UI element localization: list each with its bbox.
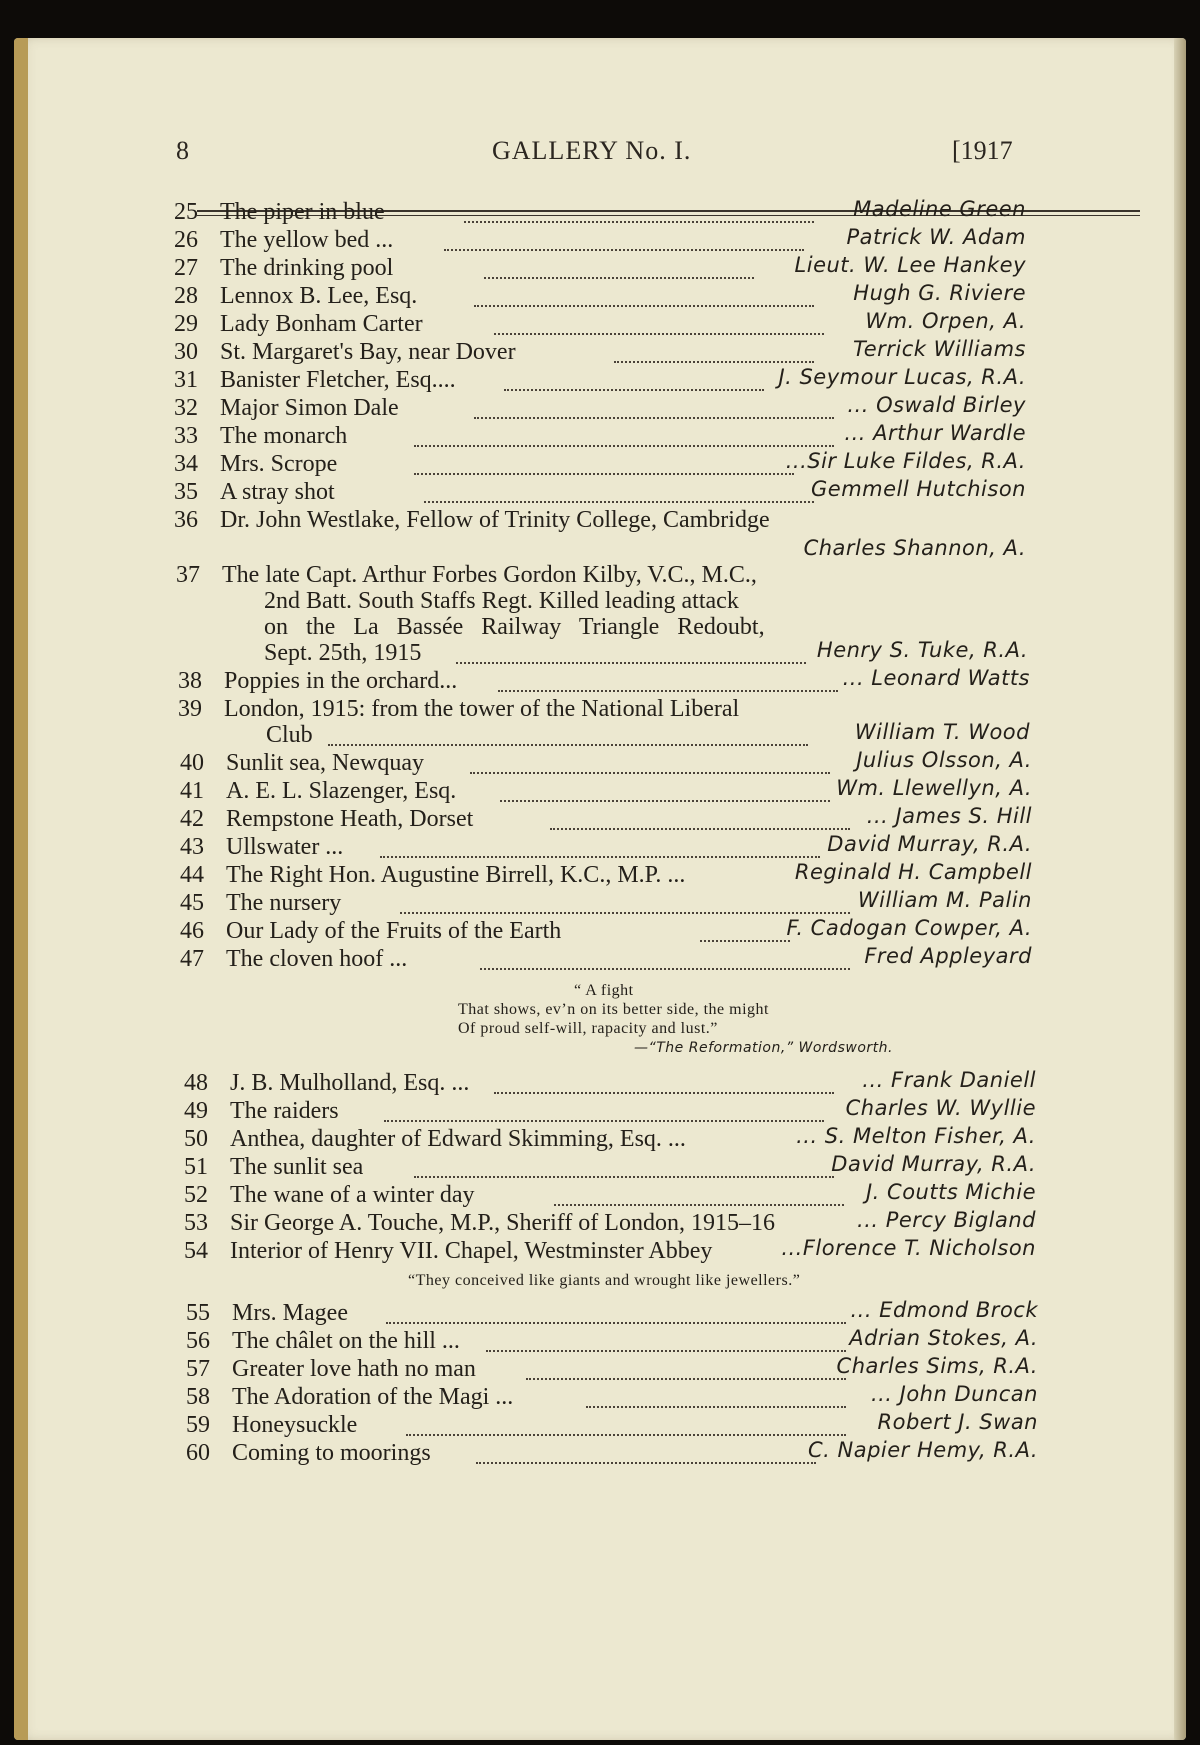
entry-number: 38 xyxy=(178,668,202,694)
dot-leader xyxy=(384,1120,824,1122)
dot-leader xyxy=(328,744,808,746)
entry-number: 43 xyxy=(180,834,204,860)
entry-artist: ... Leonard Watts xyxy=(842,666,1030,690)
entry-title: A. E. L. Slazenger, Esq. xyxy=(226,778,457,804)
dot-leader xyxy=(700,940,790,942)
dot-leader xyxy=(406,1434,846,1436)
entry-title: The yellow bed ... xyxy=(220,227,394,253)
entry-title: Lennox B. Lee, Esq. xyxy=(220,283,418,309)
entry-artist: David Murray, R.A. xyxy=(831,1152,1036,1176)
entry-number: 32 xyxy=(174,395,198,421)
entry-artist: ... Edmond Brock xyxy=(850,1298,1038,1322)
entry-artist: Robert J. Swan xyxy=(877,1410,1038,1434)
entry-title: The nursery xyxy=(226,890,342,916)
dot-leader xyxy=(550,828,850,830)
page-number: 8 xyxy=(176,136,189,165)
entry-number: 54 xyxy=(184,1238,208,1264)
entry-number: 52 xyxy=(184,1182,208,1208)
entry-number: 25 xyxy=(174,199,198,225)
entry-artist: ... James S. Hill xyxy=(866,804,1032,828)
catalogue-list xyxy=(14,38,1186,1740)
catalogue-entry xyxy=(174,507,1026,539)
entry-artist: Fred Appleyard xyxy=(864,944,1032,968)
entry-number: 46 xyxy=(180,918,204,944)
dot-leader xyxy=(526,1378,846,1380)
entry-title: The monarch xyxy=(220,423,348,449)
entry-artist: C. Napier Hemy, R.A. xyxy=(808,1438,1038,1462)
dot-leader xyxy=(476,1462,816,1464)
entry-artist: F. Cadogan Cowper, A. xyxy=(786,916,1032,940)
entry-artist: ...Florence T. Nicholson xyxy=(781,1236,1036,1260)
entry-title: Honeysuckle xyxy=(232,1412,358,1438)
entry-number: 31 xyxy=(174,367,198,393)
dot-leader xyxy=(504,389,764,391)
dot-leader xyxy=(470,772,830,774)
entry-artist: Gemmell Hutchison xyxy=(811,477,1026,501)
quote-line: “They conceived like giants and wrought like jewellers.” xyxy=(408,1272,801,1289)
entry-number: 41 xyxy=(180,778,204,804)
entry-number: 37 xyxy=(176,562,200,588)
entry-title-continuation: on the La Bassée Railway Triangle Redoubt, xyxy=(264,614,765,640)
entry-title: The Right Hon. Augustine Birrell, K.C., M.P. ... xyxy=(226,862,686,888)
entry-title: Dr. John Westlake, Fellow of Trinity College, Cambridge xyxy=(220,507,770,533)
entry-number: 49 xyxy=(184,1098,208,1124)
entry-number: 59 xyxy=(186,1412,210,1438)
entry-title-continuation: Sept. 25th, 1915 xyxy=(264,640,422,666)
dot-leader xyxy=(614,361,814,363)
dot-leader xyxy=(456,662,806,664)
entry-title: The raiders xyxy=(230,1098,339,1124)
dot-leader xyxy=(424,501,814,503)
catalogue-entry xyxy=(180,946,1032,978)
entry-title: Coming to moorings xyxy=(232,1440,431,1466)
entry-artist: Charles W. Wyllie xyxy=(845,1096,1036,1120)
entry-title: St. Margaret's Bay, near Dover xyxy=(220,339,516,365)
entry-number: 35 xyxy=(174,479,198,505)
dot-leader xyxy=(484,277,754,279)
entry-number: 47 xyxy=(180,946,204,972)
entry-artist: Wm. Orpen, A. xyxy=(865,309,1026,333)
entry-number: 27 xyxy=(174,255,198,281)
entry-artist: Charles Shannon, A. xyxy=(803,536,1026,560)
quote-attribution xyxy=(634,1039,893,1057)
quote-attribution-text: —“The Reformation,” Wordsworth. xyxy=(634,1040,893,1056)
entry-title: Greater love hath no man xyxy=(232,1356,476,1382)
entry-artist: Charles Sims, R.A. xyxy=(836,1354,1038,1378)
dot-leader xyxy=(494,1092,834,1094)
entry-artist: Lieut. W. Lee Hankey xyxy=(794,253,1026,277)
entry-title: J. B. Mulholland, Esq. ... xyxy=(230,1070,470,1096)
dot-leader xyxy=(554,1204,844,1206)
dot-leader xyxy=(494,333,824,335)
entry-title: The late Capt. Arthur Forbes Gordon Kilby, V.C., M.C., xyxy=(222,562,757,588)
entry-artist: Terrick Williams xyxy=(852,337,1026,361)
entry-artist: William T. Wood xyxy=(854,720,1030,744)
entry-title: London, 1915: from the tower of the National Liberal xyxy=(224,696,740,722)
entry-artist: Wm. Llewellyn, A. xyxy=(836,776,1032,800)
entry-artist: Julius Olsson, A. xyxy=(856,748,1032,772)
entry-artist: Reginald H. Campbell xyxy=(794,860,1032,884)
entry-artist: ... Arthur Wardle xyxy=(844,421,1026,445)
entry-number: 53 xyxy=(184,1210,208,1236)
entry-number: 33 xyxy=(174,423,198,449)
entry-title-continuation: Club xyxy=(266,722,313,748)
entry-artist: Madeline Green xyxy=(853,197,1026,221)
dot-leader xyxy=(498,690,838,692)
entry-artist: ... Oswald Birley xyxy=(847,393,1026,417)
entry-title: The châlet on the hill ... xyxy=(232,1328,460,1354)
entry-title: Interior of Henry VII. Chapel, Westminster Abbey xyxy=(230,1238,713,1264)
entry-title: The sunlit sea xyxy=(230,1154,364,1180)
entry-number: 30 xyxy=(174,339,198,365)
dot-leader xyxy=(474,305,814,307)
entry-number: 40 xyxy=(180,750,204,776)
dot-leader xyxy=(500,800,830,802)
entry-artist: ... Frank Daniell xyxy=(862,1068,1036,1092)
catalogue-page xyxy=(14,38,1186,1740)
catalogue-year: [1917 xyxy=(952,136,1013,165)
dot-leader xyxy=(474,417,834,419)
entry-artist: Hugh G. Riviere xyxy=(853,281,1026,305)
entry-artist: William M. Palin xyxy=(857,888,1032,912)
entry-title: Ullswater ... xyxy=(226,834,344,860)
entry-title: The drinking pool xyxy=(220,255,394,281)
dot-leader xyxy=(586,1406,846,1408)
page-title: GALLERY No. I. xyxy=(492,136,692,165)
dot-leader xyxy=(386,1322,846,1324)
entry-number: 50 xyxy=(184,1126,208,1152)
dot-leader xyxy=(444,249,804,251)
entry-number: 44 xyxy=(180,862,204,888)
entry-number: 51 xyxy=(184,1154,208,1180)
entry-title-continuation: 2nd Batt. South Staffs Regt. Killed leading attack xyxy=(264,588,739,614)
entry-title: Mrs. Scrope xyxy=(220,451,338,477)
entry-title: Major Simon Dale xyxy=(220,395,399,421)
entry-number: 55 xyxy=(186,1300,210,1326)
entry-title: A stray shot xyxy=(220,479,335,505)
entry-artist: ...Sir Luke Fildes, R.A. xyxy=(785,449,1026,473)
entry-artist: ... Percy Bigland xyxy=(857,1208,1036,1232)
catalogue-entry xyxy=(184,1238,1036,1270)
entry-number: 29 xyxy=(174,311,198,337)
entry-title: Rempstone Heath, Dorset xyxy=(226,806,474,832)
entry-title: Anthea, daughter of Edward Skimming, Esq. ... xyxy=(230,1126,686,1152)
entry-number: 45 xyxy=(180,890,204,916)
entry-number: 34 xyxy=(174,451,198,477)
entry-title: Our Lady of the Fruits of the Earth xyxy=(226,918,562,944)
quote-line: “ A fight xyxy=(574,982,634,999)
entry-number: 57 xyxy=(186,1356,210,1382)
entry-number: 48 xyxy=(184,1070,208,1096)
quote-line: Of proud self-will, rapacity and lust.” xyxy=(458,1020,718,1037)
entry-number: 28 xyxy=(174,283,198,309)
entry-number: 56 xyxy=(186,1328,210,1354)
entry-number: 39 xyxy=(178,696,202,722)
entry-artist: ... John Duncan xyxy=(870,1382,1038,1406)
catalogue-entry xyxy=(186,1440,1038,1472)
entry-artist: J. Coutts Michie xyxy=(865,1180,1036,1204)
entry-number: 42 xyxy=(180,806,204,832)
entry-title: Sunlit sea, Newquay xyxy=(226,750,424,776)
entry-artist: ... S. Melton Fisher, A. xyxy=(796,1124,1036,1148)
entry-title: The Adoration of the Magi ... xyxy=(232,1384,514,1410)
entry-title: The wane of a winter day xyxy=(230,1182,475,1208)
entry-title: Poppies in the orchard... xyxy=(224,668,458,694)
entry-artist: Patrick W. Adam xyxy=(846,225,1026,249)
entry-artist: J. Seymour Lucas, R.A. xyxy=(778,365,1026,389)
entry-title: Mrs. Magee xyxy=(232,1300,348,1326)
entry-artist: David Murray, R.A. xyxy=(827,832,1032,856)
entry-title: Sir George A. Touche, M.P., Sheriff of London, 1915–16 xyxy=(230,1210,775,1236)
entry-title: The cloven hoof ... xyxy=(226,946,408,972)
entry-number: 36 xyxy=(174,507,198,533)
dot-leader xyxy=(480,968,850,970)
dot-leader xyxy=(486,1350,846,1352)
entry-title: Lady Bonham Carter xyxy=(220,311,423,337)
dot-leader xyxy=(380,856,820,858)
entry-number: 60 xyxy=(186,1440,210,1466)
entry-number: 58 xyxy=(186,1384,210,1410)
entry-title: The piper in blue xyxy=(220,199,385,225)
dot-leader xyxy=(464,221,814,223)
dot-leader xyxy=(414,1176,834,1178)
entry-title: Banister Fletcher, Esq.... xyxy=(220,367,456,393)
dot-leader xyxy=(414,445,834,447)
entry-number: 26 xyxy=(174,227,198,253)
entry-artist: Henry S. Tuke, R.A. xyxy=(816,638,1028,662)
quote-line: That shows, ev’n on its better side, the might xyxy=(458,1001,769,1018)
dot-leader xyxy=(400,912,850,914)
dot-leader xyxy=(414,473,794,475)
entry-artist: Adrian Stokes, A. xyxy=(849,1326,1038,1350)
